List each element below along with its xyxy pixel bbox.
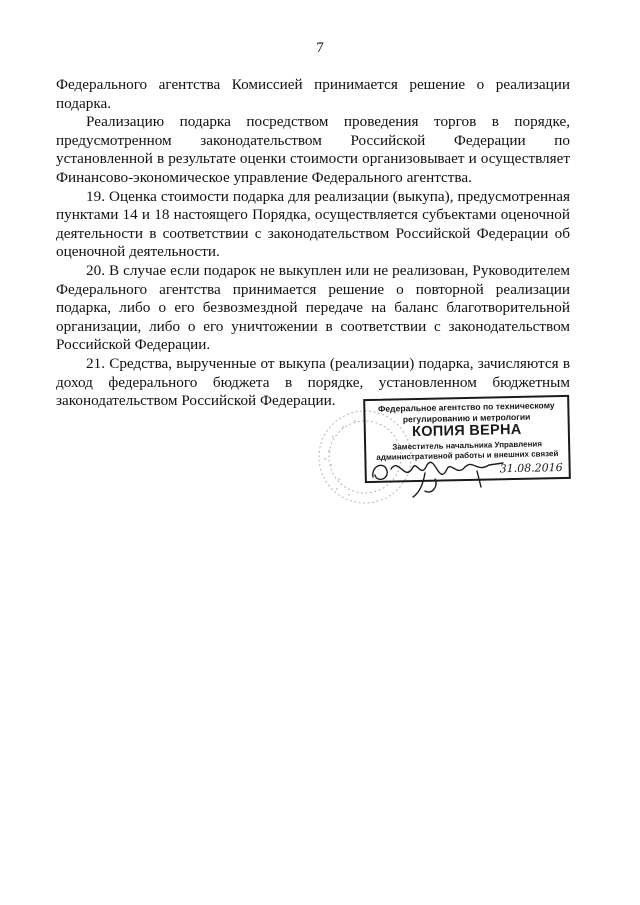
paragraph-19: 19. Оценка стоимости подарка для реализации (выкупа), предусмотренная пунктами 14 и 18 настоящего Порядка, осуществляется субъектами оценочной деятельности в соответствии с законодательством Российской Федерации об оценочной деятельности. — [56, 187, 570, 261]
paragraph-sale-procedure: Реализацию подарка посредством проведения торгов в порядке, предусмотренном законодательством Российской Федерации по установленной в результате оценки стоимости организовывает и осуществляет Финансово-экономическое управление Федерального агентства. — [56, 113, 570, 186]
page-number: 7 — [316, 40, 324, 56]
paragraph-21: 21. Средства, вырученные от выкупа (реализации) подарка, зачисляются в доход федерального бюджета в порядке, установленном бюджетным законодательством Российской Федерации. — [56, 354, 570, 410]
paragraph-20: 20. В случае если подарок не выкуплен или не реализован, Руководителем Федерального агентства принимается решение о повторной реализации подарка, либо о его безвозмездной передаче на баланс благотворительной организации, либо о его уничтожении в соответствии с законодательством Российской Федерации. — [56, 261, 570, 354]
stamp-position-line1: Заместитель начальника Управления — [392, 439, 543, 452]
stamp-title: КОПИЯ ВЕРНА — [411, 421, 522, 441]
certified-copy-stamp — [363, 395, 571, 483]
stamp-organization-line1: Федеральное агентство по техническому — [377, 400, 555, 414]
paragraph-continuation: Федерального агентства Комиссией принимается решение о реализации подарка. — [56, 76, 570, 112]
document-body — [56, 76, 570, 411]
stamp-position-line2: административной работы и внешних связей — [376, 449, 559, 462]
stamp-handwritten-date: 31.08.2016 — [499, 461, 563, 476]
stamp-organization-line2: регулированию и метрологии — [402, 411, 531, 425]
